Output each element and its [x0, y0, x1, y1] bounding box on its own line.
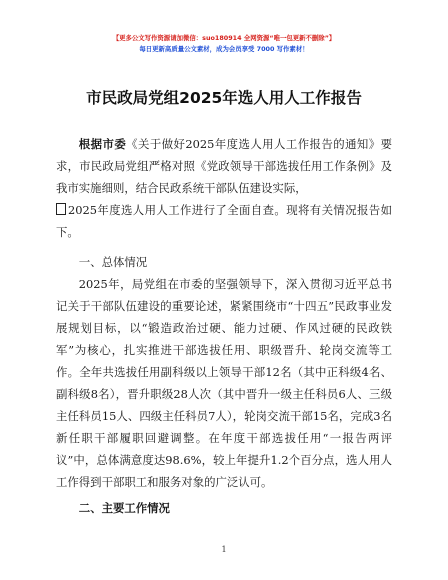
section1-heading: 一、总体情况 — [78, 255, 148, 269]
intro-paragraph — [56, 133, 392, 243]
intro-lead: 根据市委 — [78, 137, 127, 151]
section2-heading: 二、主要工作情况 — [78, 501, 170, 515]
intro-text-part2: 2025年度选人用人工作进行了全面自查。现将有关情况报告如下。 — [56, 203, 392, 239]
promo-banner-line1: 【更多公文写作资源请加微信：suo180914 全网资源“唯一包更新不删除”】 — [112, 34, 336, 42]
section1-paragraph: 2025年，局党组在市委的坚强领导下，深入贯彻习近平总书记关于干部队伍建设的重要论述，紧紧围绕市“十四五”民政事业发展规划目标，以“锻造政治过硬、能力过硬、作风过硬的民政铁军”为核心，扎实推进干部选拔任用、职级晋升、轮岗交流等工作。全年共选拔任用副科级以上领导干部12名（其中正科级4名、副科级8名），晋升职级28人次（其中晋升一级主任科员6人、三级主任科员15人、四级主任科员7人），轮岗交流干部15名，完成3名新任职干部履职回避调整。在年度干部选拔任用“一报告两评议”中，总体满意度达98.6%，较上年提升1.2个百分点，选人用人工作得到干部职工和服务对象的广泛认可。 — [56, 277, 392, 489]
document-title: 市民政局党组2025年选人用人工作报告 — [86, 89, 362, 107]
document-body — [56, 133, 392, 519]
missing-glyph-box — [56, 203, 66, 215]
intro-text-part1: 《关于做好2025年度选人用人工作报告的通知》要求，市民政局党组严格对照《党政领导干部选拔任用工作条例》及我市实施细则，结合民政系统干部队伍建设实际， — [56, 137, 392, 195]
page-number: 1 — [221, 545, 227, 554]
promo-banner-line2: 每日更新高质量公文素材，成为会员享受 7000 写作素材！ — [139, 45, 309, 53]
